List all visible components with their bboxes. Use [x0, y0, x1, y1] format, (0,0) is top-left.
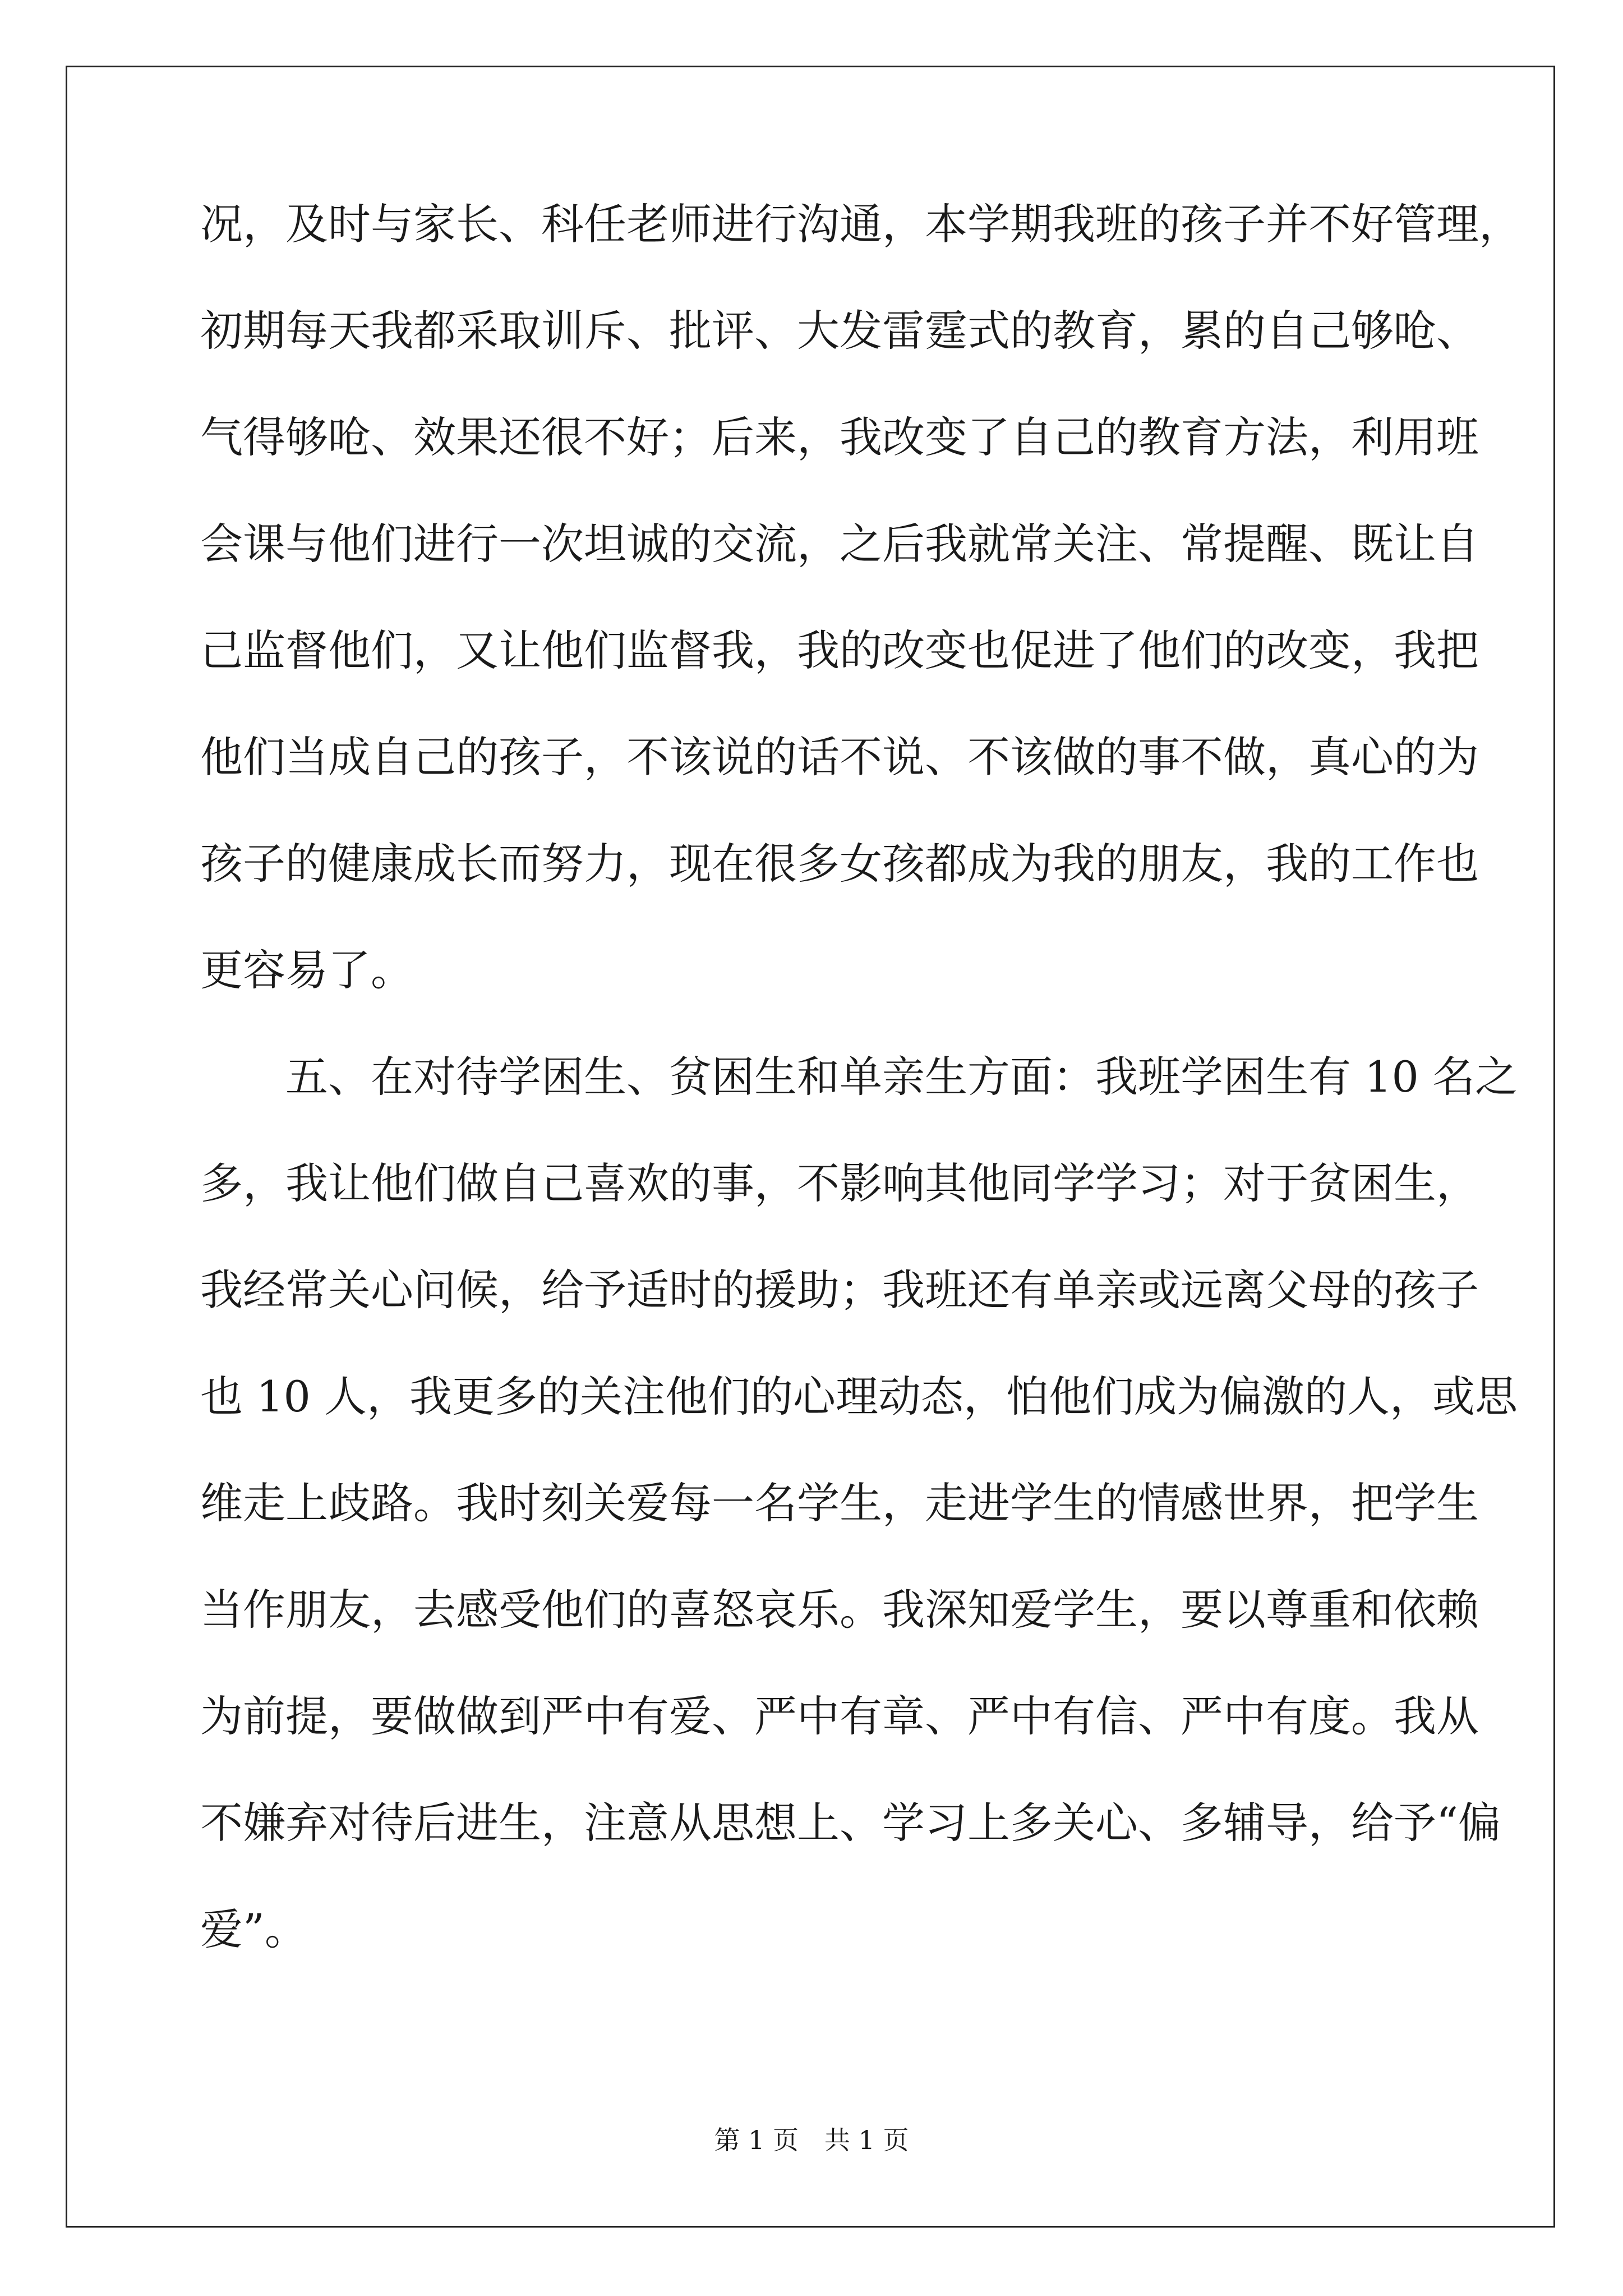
text-line: 为前提，要做做到严中有爱、严中有章、严中有信、严中有度。我从	[200, 1691, 1479, 1741]
text-line: 也 10 人，我更多的关注他们的心理动态，怕他们成为偏激的人，或思	[200, 1372, 1518, 1421]
text-line: 五、在对待学困生、贫困生和单亲生方面：我班学困生有 10 名之	[285, 1052, 1518, 1102]
text-line: 当作朋友，去感受他们的喜怒哀乐。我深知爱学生，要以尊重和依赖	[200, 1585, 1479, 1635]
text-line: 孩子的健康成长而努力，现在很多女孩都成为我的朋友，我的工作也	[200, 839, 1479, 889]
text-line: 己监督他们，又让他们监督我，我的改变也促进了他们的改变，我把	[200, 625, 1479, 675]
text-line: 更容易了。	[200, 945, 413, 995]
page-number-footer: 第 1 页 共 1 页	[714, 2125, 909, 2155]
text-line: 他们当成自己的孩子，不该说的话不说、不该做的事不做，真心的为	[200, 732, 1479, 782]
text-line: 初期每天我都采取训斥、批评、大发雷霆式的教育，累的自己够呛、	[200, 306, 1479, 356]
text-line: 况，及时与家长、科任老师进行沟通，本学期我班的孩子并不好管理，	[200, 199, 1521, 249]
text-line: 维走上歧路。我时刻关爱每一名学生，走进学生的情感世界，把学生	[200, 1478, 1479, 1528]
text-line: 我经常关心问候，给予适时的援助；我班还有单亲或远离父母的孩子	[200, 1265, 1479, 1315]
text-line: 气得够呛、效果还很不好；后来，我改变了自己的教育方法，利用班	[200, 412, 1479, 462]
text-line: 爱”。	[200, 1904, 307, 1954]
text-line: 会课与他们进行一次坦诚的交流，之后我就常关注、常提醒、既让自	[200, 519, 1479, 569]
text-line: 多，我让他们做自己喜欢的事，不影响其他同学学习；对于贫困生，	[200, 1158, 1479, 1208]
text-line: 不嫌弃对待后进生，注意从思想上、学习上多关心、多辅导，给予“偏	[200, 1798, 1501, 1848]
